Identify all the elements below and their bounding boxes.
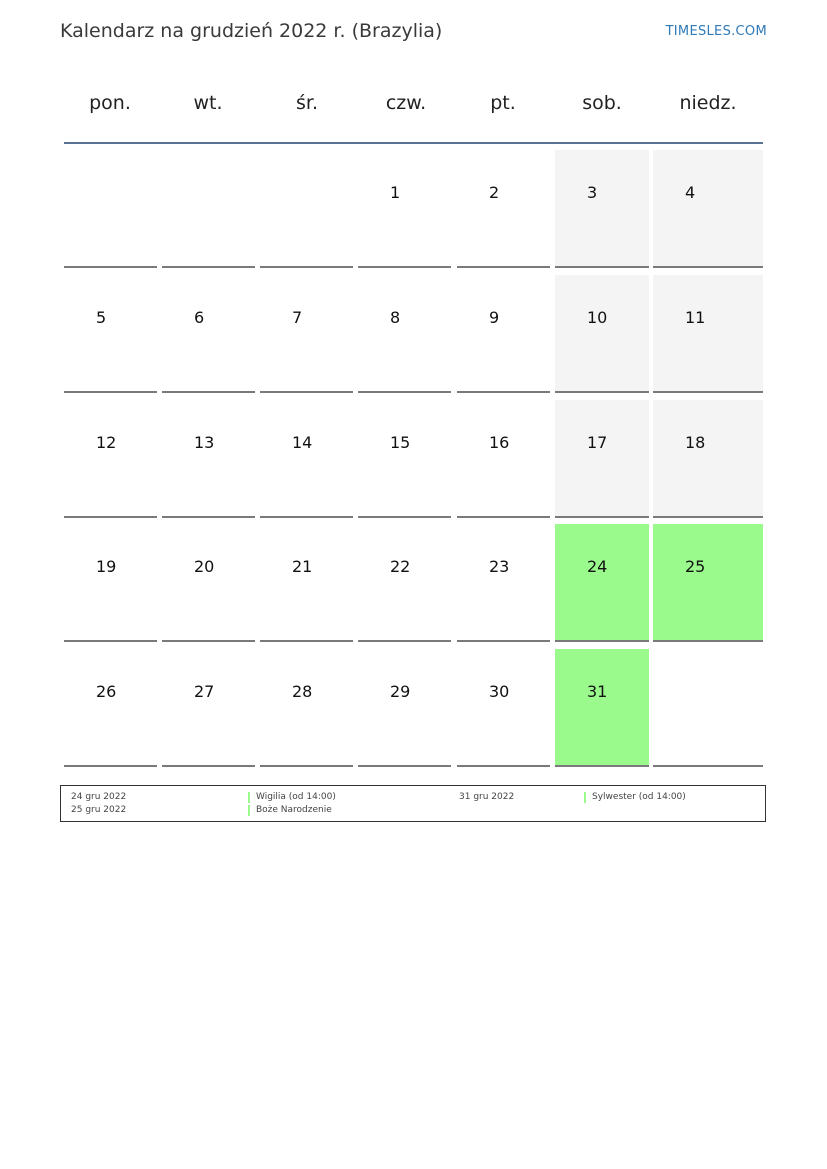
day-cell[interactable]: [555, 400, 649, 518]
cell-underline: [64, 765, 157, 767]
day-number: 30: [489, 682, 510, 701]
legend-holiday-name: Wigilia (od 14:00): [256, 792, 336, 802]
day-cell[interactable]: [653, 275, 763, 393]
legend-date: 24 gru 2022: [71, 792, 127, 802]
day-number: 17: [587, 433, 608, 452]
cell-underline: [653, 266, 763, 268]
day-number: 13: [194, 433, 215, 452]
cell-underline: [555, 640, 649, 642]
cell-underline: [653, 640, 763, 642]
cell-underline: [358, 640, 451, 642]
day-cell[interactable]: [555, 150, 649, 268]
day-number: 22: [390, 557, 411, 576]
day-cell[interactable]: [457, 649, 550, 767]
cell-underline: [358, 266, 451, 268]
day-number: 5: [96, 308, 107, 327]
day-cell[interactable]: [260, 400, 353, 518]
empty-day-cell: [653, 649, 763, 767]
day-cell[interactable]: [260, 275, 353, 393]
day-cell[interactable]: [64, 649, 157, 767]
day-number: 23: [489, 557, 510, 576]
day-cell[interactable]: [555, 275, 649, 393]
weekday-label: pon.: [89, 92, 131, 114]
weekday-label: pt.: [490, 92, 516, 114]
day-number: 27: [194, 682, 215, 701]
cell-underline: [457, 765, 550, 767]
cell-underline: [555, 266, 649, 268]
cell-underline: [260, 266, 353, 268]
empty-day-cell: [260, 150, 353, 268]
day-cell[interactable]: [555, 649, 649, 767]
day-cell[interactable]: [64, 400, 157, 518]
day-cell[interactable]: [358, 524, 451, 642]
weekday-label: czw.: [385, 92, 427, 114]
cell-underline: [555, 391, 649, 393]
day-cell[interactable]: [457, 150, 550, 268]
weekday-label: sob.: [582, 92, 622, 114]
day-number: 16: [489, 433, 510, 452]
day-number: 19: [96, 557, 117, 576]
day-number: 6: [194, 308, 205, 327]
day-cell[interactable]: [162, 649, 255, 767]
day-number: 24: [587, 557, 608, 576]
cell-underline: [555, 765, 649, 767]
cell-underline: [64, 391, 157, 393]
cell-underline: [457, 516, 550, 518]
day-cell[interactable]: [653, 400, 763, 518]
cell-underline: [260, 765, 353, 767]
day-cell[interactable]: [555, 524, 649, 642]
day-cell[interactable]: [653, 150, 763, 268]
brand-link[interactable]: TIMESLES.COM: [665, 24, 767, 39]
day-number: 29: [390, 682, 411, 701]
cell-underline: [162, 391, 255, 393]
weekday-label: wt.: [193, 92, 223, 114]
page-title: Kalendarz na grudzień 2022 r. (Brazylia): [60, 20, 443, 42]
empty-day-cell: [162, 150, 255, 268]
cell-underline: [162, 640, 255, 642]
day-number: 28: [292, 682, 313, 701]
cell-underline: [358, 765, 451, 767]
weekday-label: śr.: [295, 92, 318, 114]
cell-underline: [358, 391, 451, 393]
cell-underline: [555, 516, 649, 518]
day-number: 25: [685, 557, 706, 576]
cell-underline: [457, 266, 550, 268]
cell-underline: [260, 640, 353, 642]
day-number: 26: [96, 682, 117, 701]
holiday-color-marker: [248, 805, 250, 816]
cell-underline: [162, 516, 255, 518]
day-cell[interactable]: [162, 275, 255, 393]
day-number: 18: [685, 433, 706, 452]
day-cell[interactable]: [653, 524, 763, 642]
day-number: 20: [194, 557, 215, 576]
cell-underline: [162, 266, 255, 268]
day-number: 14: [292, 433, 313, 452]
day-number: 7: [292, 308, 303, 327]
cell-underline: [64, 516, 157, 518]
cell-underline: [64, 266, 157, 268]
weekday-header-row: [64, 82, 763, 126]
day-number: 21: [292, 557, 313, 576]
holiday-color-marker: [248, 792, 250, 803]
day-cell[interactable]: [64, 524, 157, 642]
cell-underline: [653, 516, 763, 518]
day-cell[interactable]: [457, 400, 550, 518]
legend-holiday-name: Boże Narodzenie: [256, 805, 332, 815]
day-number: 15: [390, 433, 411, 452]
day-cell[interactable]: [358, 275, 451, 393]
day-number: 31: [587, 682, 608, 701]
day-cell[interactable]: [162, 524, 255, 642]
day-number: 8: [390, 308, 401, 327]
day-number: 11: [685, 308, 706, 327]
day-cell[interactable]: [358, 150, 451, 268]
day-number: 10: [587, 308, 608, 327]
day-number: 12: [96, 433, 117, 452]
holiday-color-marker: [584, 792, 586, 803]
cell-underline: [653, 391, 763, 393]
cell-underline: [64, 640, 157, 642]
day-cell[interactable]: [162, 400, 255, 518]
day-cell[interactable]: [358, 400, 451, 518]
cell-underline: [358, 516, 451, 518]
cell-underline: [260, 516, 353, 518]
cell-underline: [457, 391, 550, 393]
day-cell[interactable]: [260, 649, 353, 767]
cell-underline: [260, 391, 353, 393]
day-number: 4: [685, 183, 696, 202]
day-number: 9: [489, 308, 500, 327]
legend-holiday-name: Sylwester (od 14:00): [592, 792, 686, 802]
day-cell[interactable]: [457, 275, 550, 393]
empty-day-cell: [64, 150, 157, 268]
cell-underline: [162, 765, 255, 767]
day-number: 2: [489, 183, 500, 202]
day-number: 3: [587, 183, 598, 202]
legend-date: 25 gru 2022: [71, 805, 127, 815]
header-divider: [64, 142, 763, 144]
day-cell[interactable]: [64, 275, 157, 393]
weekday-label: niedz.: [679, 92, 737, 114]
holiday-legend: [60, 785, 766, 822]
day-cell[interactable]: [260, 524, 353, 642]
day-cell[interactable]: [358, 649, 451, 767]
legend-date: 31 gru 2022: [459, 792, 515, 802]
day-cell[interactable]: [457, 524, 550, 642]
day-number: 1: [390, 183, 401, 202]
cell-underline: [457, 640, 550, 642]
cell-underline: [653, 765, 763, 767]
